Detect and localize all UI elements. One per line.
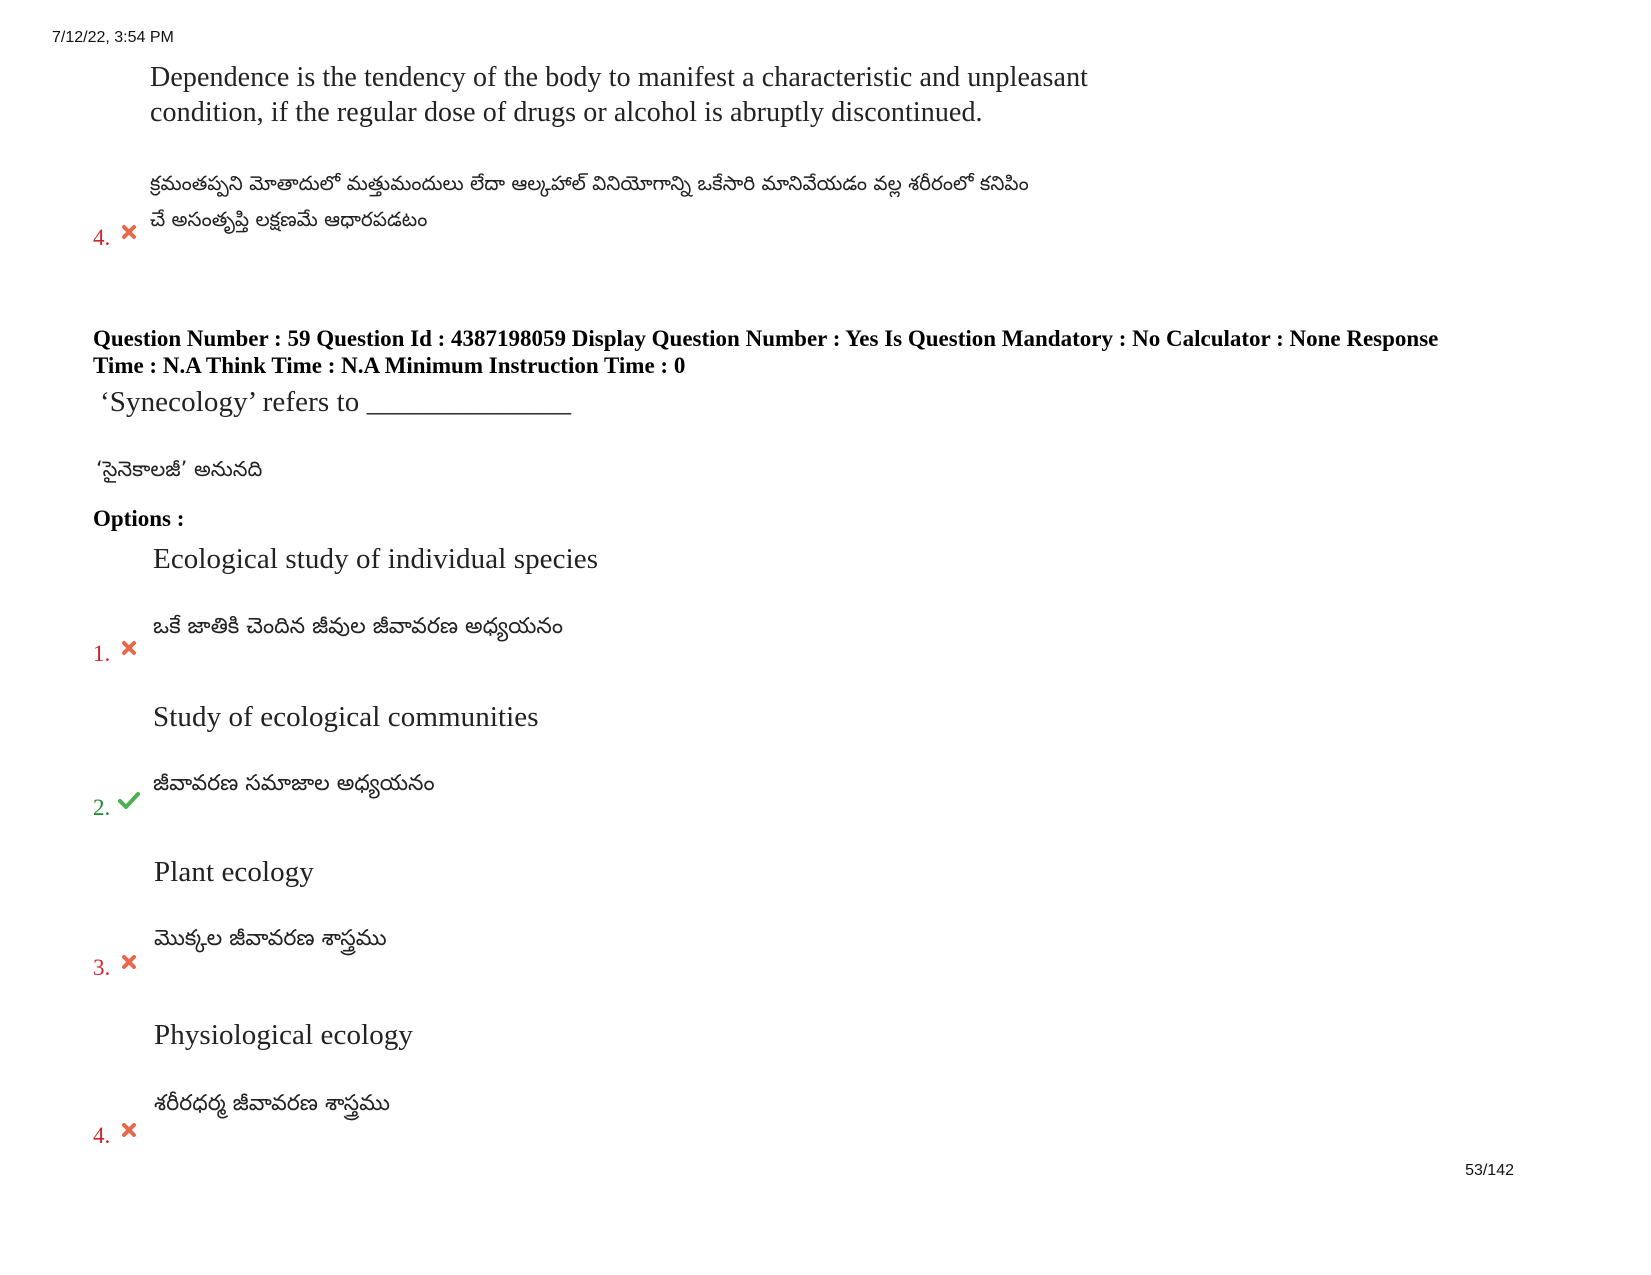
option-2-marker [93, 795, 140, 821]
option-1-telugu: ఒకే జాతికి చెందిన జీవుల జీవావరణ అధ్యయనం [153, 614, 563, 639]
option-1-marker [93, 641, 138, 667]
option-number: 4. [93, 1123, 111, 1148]
previous-option-marker [93, 225, 138, 251]
question-meta [93, 325, 1573, 379]
previous-option-line-1: Dependence is the tendency of the body to manifest a characteristic and unpleasant [150, 62, 1089, 93]
option-1-english: Ecological study of individual species [153, 543, 599, 575]
print-timestamp: 7/12/22, 3:54 PM [52, 29, 174, 46]
previous-option-telugu-line-2: చే అసంతృప్తి లక్షణమే ఆధారపడటం [150, 207, 428, 231]
cross-icon [120, 639, 138, 657]
previous-option-line-2: condition, if the regular dose of drugs or alcohol is abruptly discontinued. [150, 97, 983, 128]
cross-icon [120, 223, 138, 241]
option-number: 4. [93, 225, 111, 250]
previous-option-telugu-line-1: క్రమంతప్పని మోతాదులో మత్తుమందులు లేదా ఆల్కహాల్ వినియోగాన్ని ఒకేసారి మానివేయడం వల్ల శరీరంలో కనిపిం [150, 171, 1029, 195]
option-4-english: Physiological ecology [154, 1019, 414, 1051]
question-text-telugu: ‘సైనెకాలజీ’ అనునది [96, 457, 263, 481]
question-text-english: ‘Synecology’ refers to ______________ [100, 386, 572, 418]
question-meta-line-1: Question Number : 59 Question Id : 4387198059 Display Question Number : Yes Is Question Mandatory : No Calculator : None Response [93, 326, 1439, 351]
option-3-telugu: మొక్కల జీవావరణ శాస్త్రము [154, 926, 387, 951]
previous-option-telugu [150, 165, 1029, 237]
option-2-english: Study of ecological communities [153, 701, 539, 733]
check-icon [118, 791, 140, 811]
option-number: 1. [93, 641, 111, 666]
previous-option-english [150, 60, 1088, 130]
option-4-marker [93, 1123, 138, 1149]
cross-icon [120, 953, 138, 971]
option-3-english: Plant ecology [154, 856, 314, 888]
option-number: 2. [93, 795, 111, 820]
option-2-telugu: జీవావరణ సమాజాల అధ్యయనం [153, 771, 435, 796]
page-counter: 53/142 [1465, 1162, 1514, 1179]
option-number: 3. [93, 955, 111, 980]
option-3-marker [93, 955, 138, 981]
option-4-telugu: శరీరధర్మ జీవావరణ శాస్త్రము [154, 1091, 391, 1116]
cross-icon [120, 1121, 138, 1139]
question-meta-line-2: Time : N.A Think Time : N.A Minimum Instruction Time : 0 [93, 353, 686, 378]
options-label: Options : [93, 506, 185, 531]
